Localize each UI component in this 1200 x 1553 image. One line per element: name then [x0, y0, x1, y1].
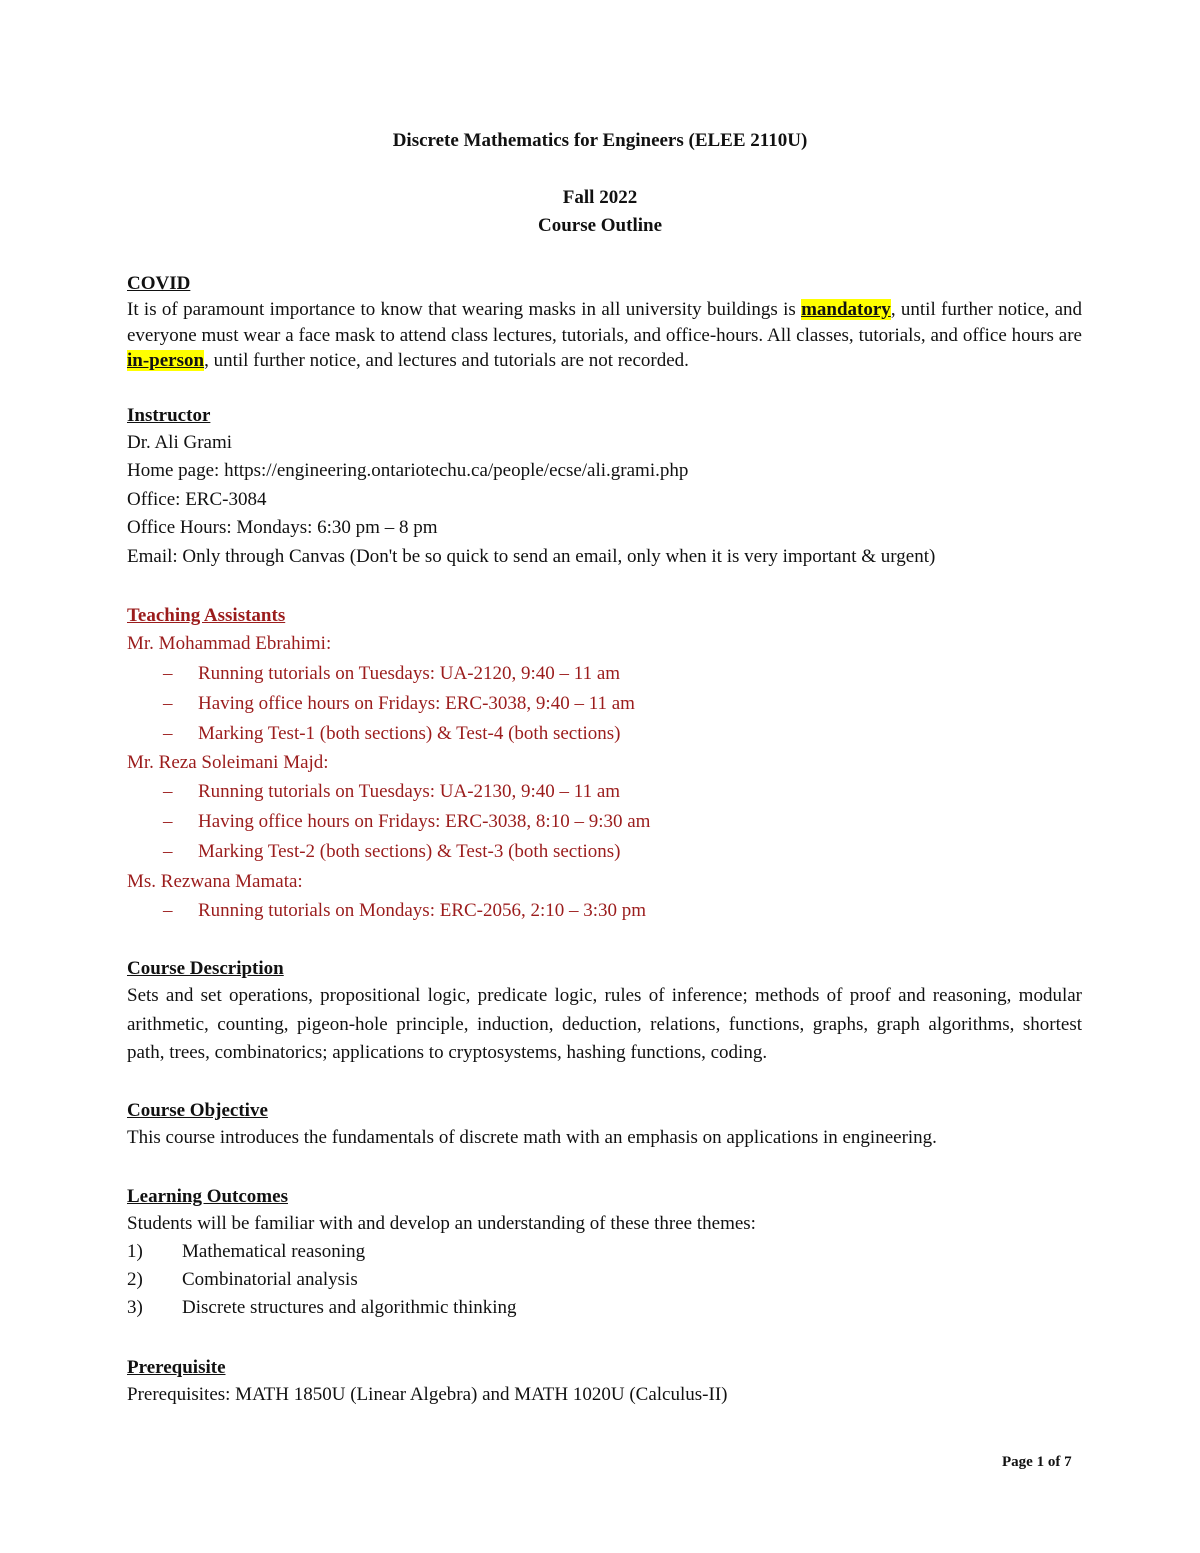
in-person-highlight: in-person — [127, 350, 205, 371]
instructor-homepage: Home page: https://engineering.ontariotechu.ca/people/ecse/ali.grami.php — [127, 460, 689, 482]
outcome-item: 1) Mathematical reasoning — [127, 1241, 366, 1263]
outcomes-intro: Students will be familiar with and develop an understanding of these three themes: — [127, 1213, 756, 1234]
instructor-office-hours: Office Hours: Mondays: 6:30 pm – 8 pm — [127, 517, 438, 539]
description-heading: Course Description — [127, 958, 284, 979]
page-number: Page 1 of 7 — [1002, 1454, 1072, 1470]
course-term: Fall 2022 — [562, 187, 638, 208]
instructor-name: Dr. Ali Grami — [127, 432, 233, 453]
outcomes-heading: Learning Outcomes — [127, 1186, 288, 1207]
ta-name: Ms. Rezwana Mamata: — [127, 870, 303, 892]
course-title: Discrete Mathematics for Engineers (ELEE 2110U) — [392, 130, 808, 151]
mandatory-highlight: mandatory — [801, 299, 891, 320]
prerequisite-text: Prerequisites: MATH 1850U (Linear Algebra) and MATH 1020U (Calculus-II) — [127, 1384, 728, 1405]
covid-text-1: It is of paramount importance to know that wearing masks in all university buildings is — [127, 299, 802, 320]
covid-text-2: , until further notice, and everyone must wear a face mask to attend class lectures, tutorials, and office-hours. All classes, tutorials, and office hours are — [127, 299, 1083, 346]
ta-item: – Running tutorials on Tuesdays: UA-2130, 9:40 – 11 am — [163, 781, 621, 803]
objective-heading: Course Objective — [127, 1100, 268, 1121]
objective-text: This course introduces the fundamentals of discrete math with an emphasis on applications in engineering. — [127, 1127, 937, 1148]
instructor-section — [127, 402, 1082, 571]
ta-item: – Marking Test-1 (both sections) & Test-4 (both sections) — [163, 722, 621, 744]
covid-section — [127, 270, 1082, 374]
ta-name: Mr. Mohammad Ebrahimi: — [127, 633, 332, 654]
covid-text-3: , until further notice, and lectures and tutorials are not recorded. — [204, 350, 689, 371]
instructor-email: Email: Only through Canvas (Don't be so quick to send an email, only when it is very important & urgent) — [127, 545, 936, 567]
ta-section — [127, 602, 1082, 926]
ta-item: – Running tutorials on Tuesdays: UA-2120, 9:40 – 11 am — [163, 663, 621, 684]
instructor-office: Office: ERC-3084 — [127, 488, 267, 510]
description-section — [127, 955, 1082, 1068]
prerequisite-section — [127, 1354, 1082, 1409]
outcomes-section — [127, 1183, 1082, 1322]
description-text: Sets and set operations, propositional logic, predicate logic, rules of inference; methods of proof and reasoning, modular arithmetic, counting, pigeon-hole principle, induction, deduction, relations, functions, graphs, graph algorithms, shortest path, trees, combinatorics; applications to cryptosystems, hashing functions, coding. — [127, 985, 1082, 1063]
ta-item: – Having office hours on Fridays: ERC-3038, 9:40 – 11 am — [163, 692, 635, 714]
covid-paragraph — [127, 297, 1082, 374]
ta-item: – Running tutorials on Mondays: ERC-2056, 2:10 – 3:30 pm — [163, 899, 647, 921]
ta-item: – Marking Test-2 (both sections) & Test-3 (both sections) — [163, 840, 621, 862]
instructor-heading: Instructor — [127, 405, 211, 426]
covid-heading: COVID — [127, 273, 191, 294]
ta-heading: Teaching Assistants — [127, 605, 286, 626]
objective-section — [127, 1097, 1082, 1152]
ta-item: – Having office hours on Fridays: ERC-3038, 8:10 – 9:30 am — [163, 811, 651, 833]
outcome-item: 3) Discrete structures and algorithmic thinking — [127, 1297, 517, 1319]
course-subtitle: Course Outline — [537, 215, 663, 236]
prerequisite-heading: Prerequisite — [127, 1357, 226, 1378]
outcome-item: 2) Combinatorial analysis — [127, 1269, 358, 1291]
ta-name: Mr. Reza Soleimani Majd: — [127, 752, 329, 774]
